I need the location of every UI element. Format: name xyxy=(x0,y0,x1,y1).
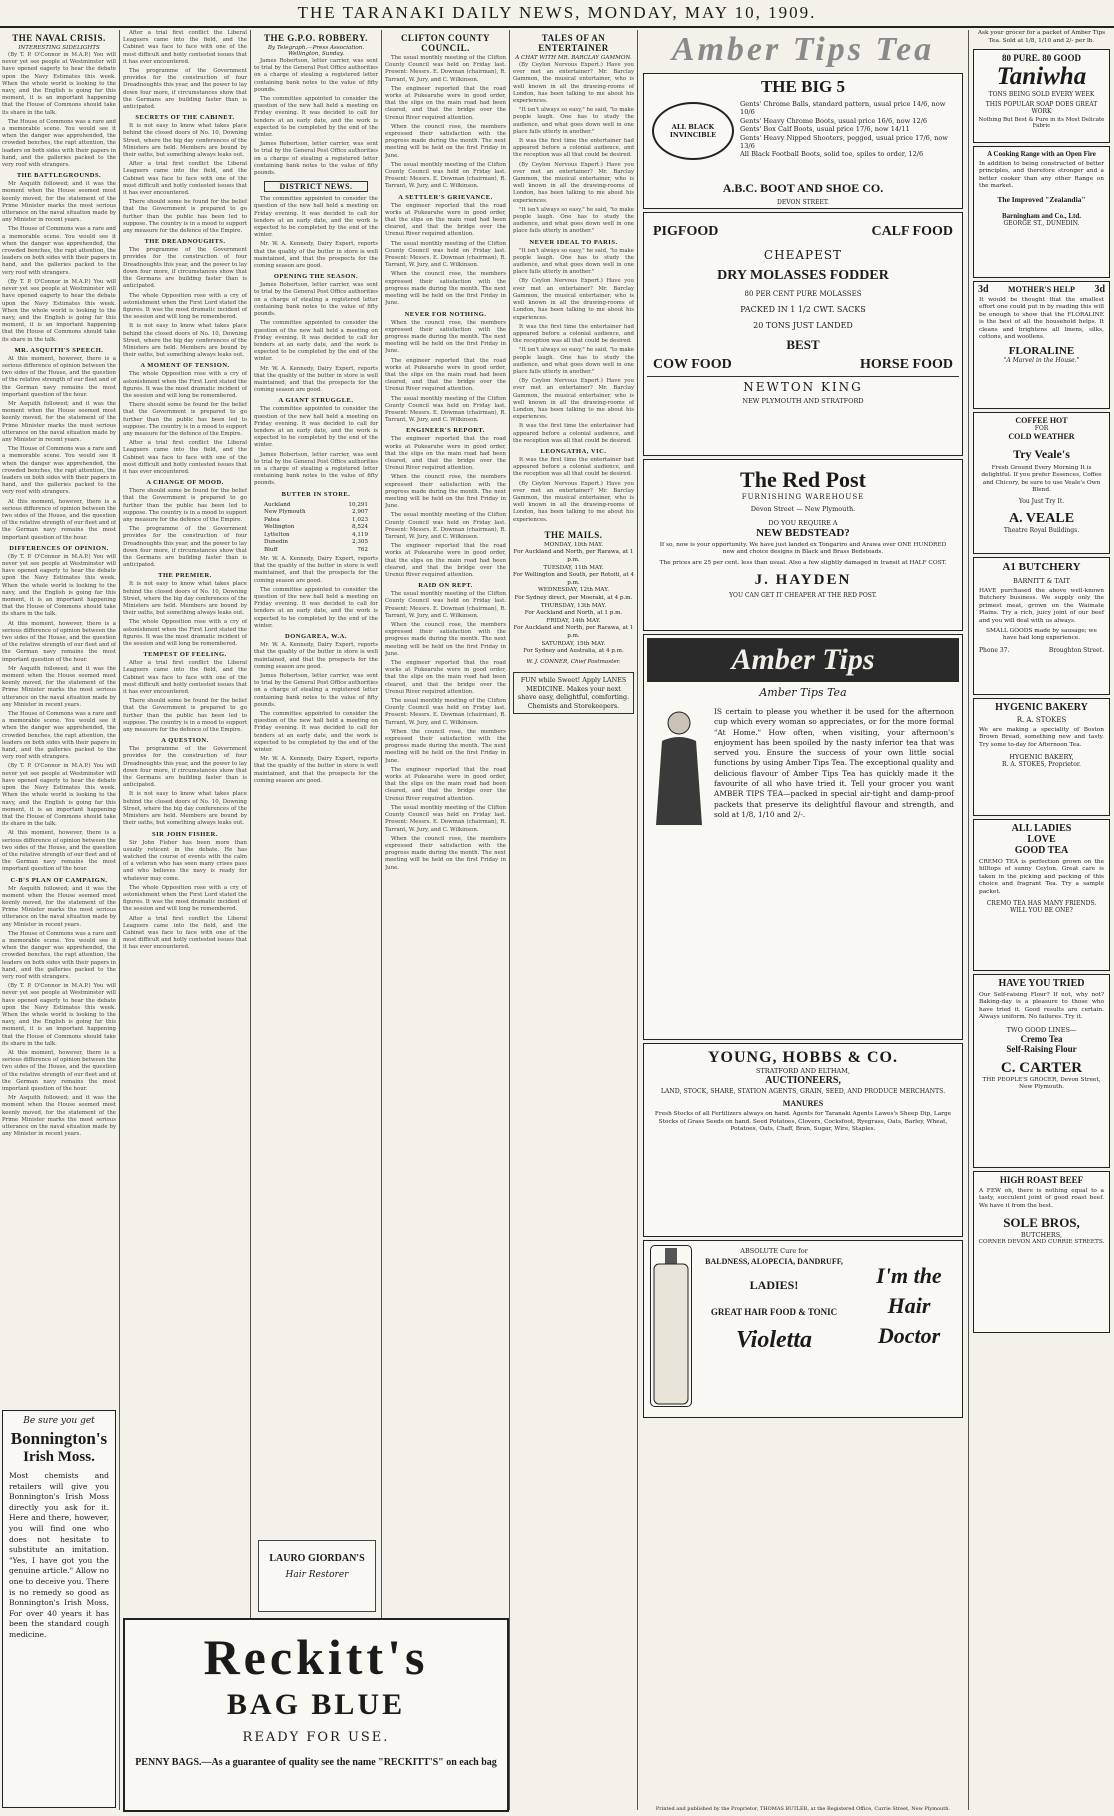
zealandia-label: The Improved "Zealandia" xyxy=(997,194,1086,204)
carter-flour: Self-Raising Flour xyxy=(1006,1043,1077,1054)
mails-list xyxy=(513,542,634,667)
list-item: For Auckland and North, at 1 p.m. xyxy=(524,610,623,617)
hair-doctor-slogan: I'm the Hair Doctor xyxy=(876,1263,942,1348)
table-row: Lyttelton 4,119 xyxy=(264,531,368,538)
best-label: BEST xyxy=(786,337,820,352)
carter-address: THE PEOPLE'S GROCER, Devon Street, New Plymouth. xyxy=(982,1076,1101,1091)
list-item: For Auckland and North, per Rarawa, at 1 p.m. xyxy=(513,625,634,639)
article-body: The usual monthly meeting of the Clifton County Council was held on Friday last. Present: Messrs. E. Dowman (chairman), R. Tarrant, W. Jury, and C. Wilkinson. The engineer reported that the road works at Pukearuhe were in good order, that the slips on the main road had been cleared, and that the bridge over the Urenui River required attention. When the council rose, the members expressed their satisfaction with the progress made during the month. The next meeting will be held on the first Friday in June. The usual monthly meeting of the Clifton County Council was held on Friday last. Present: Messrs. E. Dowman (chairman), R. Tarrant, W. Jury, and C. Wilkinson. xyxy=(385,55,506,190)
butchery-phone: Phone 37. xyxy=(979,646,1010,654)
abc-boot-title: A.B.C. BOOT AND SHOE CO. xyxy=(722,181,884,195)
article-body: "It isn't always so easy," he said, "to make people laugh. One has to study the audience, and what goes down well in one place fails utterly in another." (By Ceylon Nervous Expert.) Have you ever met an entertainer? Mr. Barclay Gammon, the musical entertainer, who is well known in all the drawing-rooms of London, has been talking to me about his experiences. It was the first time the entertainer had appeared before a colonial audience, and the reception was all that could be desired. "It isn't always so easy," he said, "to make people laugh. One has to study the audience, and what goes down well in one place fails utterly in another." (By Ceylon Nervous Expert.) Have you ever met an entertainer? Mr. Barclay Gammon, the musical entertainer, who is well known in all the drawing-rooms of London, has been talking to me about his experiences. It was the first time the entertainer had appeared before a colonial audience, and the reception was all that could be desired. xyxy=(513,247,634,444)
section-head: MR. ASQUITH'S SPEECH. xyxy=(14,346,104,354)
veale-address: Theatre Royal Buildings. xyxy=(1003,526,1080,534)
amber-tips-subtitle: Amber Tips Tea xyxy=(759,686,847,699)
violetta-ad xyxy=(643,1240,963,1418)
list-item: THURSDAY, 13th MAY. xyxy=(540,602,607,609)
article-body: The committee appointed to consider the question of the new hall held a meeting on Friday evening. It was decided to call for tenders at an early date, and the work is expected to be completed by the end of the winter. James Robertson, letter carrier, was sent to trial by the General Post Office authorities on a charge of stealing a registered letter containing bank notes to the value of fifty pounds. xyxy=(254,406,378,487)
section-head: A QUESTION. xyxy=(161,737,209,745)
masthead: THE TARANAKI DAILY NEWS, MONDAY, MAY 10, 1909. xyxy=(0,0,1114,28)
divider xyxy=(647,376,959,377)
range-heading: A Cooking Range with an Open Fire xyxy=(987,150,1096,158)
article-headline: THE G.P.O. ROBBERY. xyxy=(263,33,369,43)
cremo-friends: CREMO TEA HAS MANY FRIENDS. xyxy=(986,900,1097,908)
column-rule xyxy=(381,30,382,1810)
article-body: James Robertson, letter carrier, was sent to trial by the General Post Office authorities on a charge of stealing a registered letter containing bank notes to the value of fifty pounds. The committee appointed to consider the question of the new hall held a meeting on Friday evening. It was decided to call for tenders at an early date, and the work is expected to be completed by the end of the winter. Mr. W. A. Kennedy, Dairy Expert, reports that the quality of the butter in store is well maintained, and that the prospects for the coming season are good. xyxy=(254,282,378,394)
packed-label: PACKED IN 1 1/2 CWT. SACKS xyxy=(740,305,866,314)
list-item: Gents' Heavy Chrome Boots, usual price 16/6, now 12/6 xyxy=(740,116,928,125)
table-row: New Plymouth 2,907 xyxy=(264,509,368,516)
landed-label: 20 TONS JUST LANDED xyxy=(753,321,853,330)
yhc-location: STRATFORD AND ELTHAM, xyxy=(756,1067,850,1075)
veale-coffee-ad xyxy=(973,412,1110,554)
bakery-title-2: HYGENIC BAKERY, xyxy=(1009,753,1074,762)
taniwha-soap: THIS POPULAR SOAP DOES GREAT WORK xyxy=(985,101,1098,115)
article-body: The engineer reported that the road works at Pukearuhe were in good order, that the slips on the main road had been cleared, and that the bridge over the Urenui River required attention. The usual monthly meeting of the Clifton County Council was held on Friday last. Present: Messrs. E. Dowman (chairman), R. Tarrant, W. Jury, and C. Wilkinson. When the council rose, the members expressed their satisfaction with the progress made during the month. The next meeting will be held on the first Friday in June. xyxy=(385,202,506,307)
article-body: (By T. P. O'Connor in M.A.P.) You will never yet see people at Westminster will have opened eagerly to hear the debate upon the Navy Estimates this week. When the whole world is looking to the navy, and the English is going far this moment, it is an important happening that the House of Commons should take its share in the talk. At this moment, however, there is a serious difference of opinion between the two sides of the House, and the question of the relative strength of our fleet and of the German navy remains the most important question of the hour. Mr Asquith followed; and it was the moment when the House seemed most keenly moved, for the statement of the Prime Minister marks the most serious utterance on the naval situation made by any Minister in recent years. The House of Commons was a rare and a memorable scene. You would see it when the danger was apprehended, the crowded benches, the rapt attention, the leaders on both sides with their papers in hand, and the galleries packed to the very roof with strangers. (By T. P. O'Connor in M.A.P.) You will never yet see people at Westminster will have opened eagerly to hear the debate upon the Navy Estimates this week. When the whole world is looking to the navy, and the English is going far this moment, it is an important happening that the House of Commons should take its share in the talk. At this moment, however, there is a serious difference of opinion between the two sides of the House, and the question of the relative strength of our fleet and of the German navy remains the most important question of the hour. xyxy=(2,553,116,873)
list-item: TUESDAY, 11th MAY. xyxy=(543,564,604,571)
article-body: At this moment, however, there is a serious difference of opinion between the two sides of the House, and the question of the relative strength of our fleet and of the German navy remains the most important question of the hour. Mr Asquith followed; and it was the moment when the House seemed most keenly moved, for the statement of the Prime Minister marks the most serious utterance on the naval situation made by any Minister in recent years. The House of Commons was a rare and a memorable scene. You would see it when the danger was apprehended, the crowded benches, the rapt attention, the leaders on both sides with their papers in hand, and the galleries packed to the very roof with strangers. At this moment, however, there is a serious difference of opinion between the two sides of the House, and the question of the relative strength of our fleet and of the German navy remains the most important question of the hour. xyxy=(2,355,116,541)
column-naval-crisis xyxy=(2,30,116,1810)
coffee-heading: COFFEE HOT xyxy=(1015,416,1068,425)
article-body: The usual monthly meeting of the Clifton County Council was held on Friday last. Present: Messrs. E. Dowman (chairman), R. Tarrant, W. Jury, and C. Wilkinson. When the council rose, the members expressed their satisfaction with the progress made during the month. The next meeting will be held on the first Friday in June. The engineer reported that the road works at Pukearuhe were in good order, that the slips on the main road had been cleared, and that the bridge over the Urenui River required attention. The usual monthly meeting of the Clifton County Council was held on Friday last. Present: Messrs. E. Dowman (chairman), R. Tarrant, W. Jury, and C. Wilkinson. When the council rose, the members expressed their satisfaction with the progress made during the month. The next meeting will be held on the first Friday in June. The engineer reported that the road works at Pukearuhe were in good order, that the slips on the main road had been cleared, and that the bridge over the Urenui River required attention. The usual monthly meeting of the Clifton County Council was held on Friday last. Present: Messrs. E. Dowman (chairman), R. Tarrant, W. Jury, and C. Wilkinson. When the council rose, the members expressed their satisfaction with the progress made during the month. The next meeting will be held on the first Friday in June. xyxy=(385,591,506,871)
section-head: A GIANT STRUGGLE. xyxy=(278,397,354,405)
abc-address: DEVON STREET. xyxy=(777,199,829,206)
section-head: RAID ON REPT. xyxy=(418,582,473,590)
yhc-body: Fresh Stocks of all Fertilizers always on hand. Agents for Taranaki Agents Lawes's Sheep Dip, Large Stocks of Grass Seeds on hand. Seed Potatoes, Clovers, Cocksfoot, Ryegrass, Oats, Barley, Wheat, Potatoes, Oats, Chaff, Bran, Sugar, Wire, Staples. xyxy=(654,1111,952,1133)
floraline-slogan: "A Marvel in the House." xyxy=(1003,357,1080,365)
all-black-seal-icon xyxy=(652,102,734,160)
section-head: LEONGATHA, VIC. xyxy=(540,447,607,455)
butchery-street: Broughton Street. xyxy=(1048,646,1104,654)
yhc-title: YOUNG, HOBBS & CO. xyxy=(707,1049,898,1066)
section-head: DISTRICT NEWS. xyxy=(264,181,368,192)
article-headline: CLIFTON COUNTY COUNCIL. xyxy=(400,33,491,53)
bakery-proprietor: R. A. STOKES, Proprietor. xyxy=(1002,761,1081,769)
list-item: For Sydney direct, per Moeraki, at 4 p.m. xyxy=(514,594,633,601)
article-body: (By T. P. O'Connor in M.A.P.) You will never yet see people at Westminster will have opened eagerly to hear the debate upon the Navy Estimates this week. When the whole world is looking to the navy, and the English is going far this moment, it is an important happening that the House of Commons should take its share in the talk. The House of Commons was a rare and a memorable scene. You would see it when the danger was apprehended, the crowded benches, the rapt attention, the leaders on both sides with their papers in hand, and the galleries packed to the very roof with strangers. xyxy=(2,52,116,169)
violetta-line: GREAT HAIR FOOD & TONIC xyxy=(710,1307,838,1317)
butchery-body: HAVE purchased the above well-known Butchery business. We supply only the primest meat, grown on the Waimate Plains. Try a rich, juicy joint of our beef and you will deal with us always. xyxy=(979,588,1104,624)
column-rule xyxy=(250,30,251,1810)
postmaster-signature: W. J. CONNER, Chief Postmaster. xyxy=(526,658,621,665)
article-body: Mr. W. A. Kennedy, Dairy Expert, reports that the quality of the butter in store is well maintained, and that the prospects for the coming season are good. James Robertson, letter carrier, was sent to trial by the General Post Office authorities on a charge of stealing a registered letter containing bank notes to the value of fifty pounds. The committee appointed to consider the question of the new hall held a meeting on Friday evening. It was decided to call for tenders at an early date, and the work is expected to be completed by the end of the winter. Mr. W. A. Kennedy, Dairy Expert, reports that the quality of the butter in store is well maintained, and that the prospects for the coming season are good. xyxy=(254,642,378,784)
veale-try: Try Veale's xyxy=(1013,447,1070,461)
article-body: It is not easy to know what takes place behind the closed doors of No. 10, Downing Street, where the big day conferences of the Ministers are held. Members are bound by their oaths, but something always leaks out. The whole Opposition rose with a cry of astonishment when the First Lord stated the figures. It was the most dramatic incident of the session and will long be remembered. xyxy=(123,581,247,648)
violetta-line: LADIES! xyxy=(749,1278,799,1292)
section-head: BUTTER IN STORE. xyxy=(281,490,351,498)
section-head: THE PREMIER. xyxy=(158,572,212,580)
sole-bros-address: CORNER DEVON AND CURRIE STREETS. xyxy=(978,1239,1105,1246)
red-post-ad xyxy=(643,459,963,631)
list-item: Gents' Heavy Nipped Shooters, pegged, usual price 17/6, now 13/6 xyxy=(740,133,948,151)
section-head: NEVER FOR NOTHING. xyxy=(404,310,487,318)
mails-heading: THE MAILS. xyxy=(544,529,603,540)
column-small-ads xyxy=(971,30,1112,1810)
roast-heading: HIGH ROAST BEEF xyxy=(999,1175,1084,1185)
pigfood-label: PIGFOOD xyxy=(653,224,719,239)
list-item: FRIDAY, 14th MAY. xyxy=(546,617,601,624)
ad-product: Hair Restorer xyxy=(285,1570,349,1580)
list-item: For Sydney and Australia, at 4 p.m. xyxy=(523,648,624,655)
feed-row xyxy=(647,216,959,240)
section-head: ENGINEER'S REPORT. xyxy=(406,427,485,435)
list-item: All Black Football Boots, solid toe, spiles to order, 12/6 xyxy=(740,150,924,159)
big5-ad xyxy=(643,73,963,209)
taniwha-soap2: Nothing But Best & Pure in its Most Delicate Fabric xyxy=(978,117,1105,129)
article-body: The programme of the Government provides for the construction of four Dreadnoughts this year, and the power to lay down four more, if circumstances show that the Germans are building faster than is anticipated. It is not easy to know what takes place behind the closed doors of No. 10, Downing Street, where the big day conferences of the Ministers are held. Members are bound by their oaths, but something always leaks out. xyxy=(123,746,247,827)
list-item: For Auckland and North, per Rarawa, at 1 p.m. xyxy=(513,549,634,563)
range-address: GEORGE ST., DUNEDIN. xyxy=(1003,219,1080,227)
list-item: SATURDAY, 15th MAY. xyxy=(541,640,606,647)
sole-bros-trade: BUTCHERS, xyxy=(1020,1231,1063,1240)
article-headline: TALES OF AN ENTERTAINER xyxy=(538,33,609,53)
yhc-auctioneers: AUCTIONEERS, xyxy=(765,1075,841,1086)
amber-tips-ad xyxy=(643,634,963,1040)
red-post-title: The Red Post xyxy=(740,467,866,492)
red-post-slogan: YOU CAN GET IT CHEAPER AT THE RED POST. xyxy=(729,592,877,600)
table-row: Bluff 762 xyxy=(264,546,368,553)
carter-lines: TWO GOOD LINES— xyxy=(1006,1025,1077,1034)
seal-text: ALL BLACK INVINCIBLE xyxy=(669,123,717,139)
butchery-small: SMALL GOODS made by sausage; we have had long experience. xyxy=(986,628,1097,642)
section-head: NEVER IDEAL TO PARIS. xyxy=(529,238,618,246)
article-body: Mr Asquith followed; and it was the moment when the House seemed most keenly moved, for the statement of the Prime Minister marks the most serious utterance on the naval situation made by any Minister in recent years. The House of Commons was a rare and a memorable scene. You would see it when the danger was apprehended, the crowded benches, the rapt attention, the leaders on both sides with their papers in hand, and the galleries packed to the very roof with strangers. (By T. P. O'Connor in M.A.P.) You will never yet see people at Westminster will have opened eagerly to hear the debate upon the Navy Estimates this week. When the whole world is looking to the navy, and the English is going far this moment, it is an important happening that the House of Commons should take its share in the talk. xyxy=(2,181,116,343)
ad-brand: Bonnington's xyxy=(10,1429,108,1448)
ad-tagline: Be sure you get xyxy=(23,1416,95,1426)
butchery-owners: BARNITT & TAIT xyxy=(1013,577,1070,585)
column-gpo-robbery xyxy=(254,30,378,1590)
sole-bros-name: SOLE BROS, xyxy=(1003,1215,1080,1231)
article-body: There should some be found for the belief that the Government is prepared to go further than the public has been led to suppose. The country is in a mood to support any measure for the defence of the Empire. The programme of the Government provides for the construction of four Dreadnoughts this year, and the power to lay down four more, if circumstances show that the Germans are building faster than is anticipated. xyxy=(123,488,247,569)
yhc-services: LAND, STOCK, SHARE, STATION AGENTS, GRAIN, SEED, AND PRODUCE MERCHANTS. xyxy=(660,1088,946,1095)
article-body: The engineer reported that the road works at Pukearuhe were in good order, that the slips on the main road had been cleared, and that the bridge over the Urenui River required attention. When the council rose, the members expressed their satisfaction with the progress made during the month. The next meeting will be held on the first Friday in June. The usual monthly meeting of the Clifton County Council was held on Friday last. Present: Messrs. E. Dowman (chairman), R. Tarrant, W. Jury, and C. Wilkinson. The engineer reported that the road works at Pukearuhe were in good order, that the slips on the main road had been cleared, and that the bridge over the Urenui River required attention. xyxy=(385,436,506,578)
cremo-heading: LOVE xyxy=(1027,834,1056,845)
newton-king-ad xyxy=(643,212,963,456)
hayden-name: J. HAYDEN xyxy=(754,572,852,589)
violetta-text xyxy=(696,1247,852,1354)
lanes-medicine-ad: FUN while Sweet! Apply LANES MEDICINE. Makes your next shave easy, delightful, comforting. Chemists and Storekeepers. xyxy=(513,672,634,714)
coffee-heading: COLD WEATHER xyxy=(1008,432,1075,441)
feed-row-2 xyxy=(647,353,959,373)
price-3d: 3d xyxy=(1094,284,1105,295)
article-body: It was the first time the entertainer had appeared before a colonial audience, and the reception was all that could be desired. (By Ceylon Nervous Expert.) Have you ever met an entertainer? Mr. Barclay Gammon, the musical entertainer, who is well known in all the drawing-rooms of London, has been talking to me about his experiences. xyxy=(513,456,634,523)
mothers-help-title: MOTHER'S HELP xyxy=(1008,285,1075,294)
article-body: (By Ceylon Nervous Expert.) Have you ever met an entertainer? Mr. Barclay Gammon, the musical entertainer, who is well known in all the drawing-rooms of London, has been talking to me about his experiences. "It isn't always so easy," he said, "to make people laugh. One has to study the audience, and what goes down well in one place fails utterly in another." It was the first time the entertainer had appeared before a colonial audience, and the reception was all that could be desired. (By Ceylon Nervous Expert.) Have you ever met an entertainer? Mr. Barclay Gammon, the musical entertainer, who is well known in all the drawing-rooms of London, has been talking to me about his experiences. "It isn't always so easy," he said, "to make people laugh. One has to study the audience, and what goes down well in one place fails utterly in another." xyxy=(513,62,634,235)
section-head: THE DREADNOUGHTS. xyxy=(144,238,226,246)
article-body: After a trial first conflict the Liberal Leaguers came into the field, and the Cabinet was face to face with one of the most difficult and hotly contested issues that it has ever encountered. The programme of the Government provides for the construction of four Dreadnoughts this year, and the power to lay down four more, if circumstances show that the Germans are building faster than is anticipated. xyxy=(123,30,247,111)
bedstead-question: DO YOU REQUIRE A xyxy=(768,519,838,527)
yhc-manures: MANURES xyxy=(782,1099,824,1108)
price-3d: 3d xyxy=(978,284,989,295)
cheapest-label: CHEAPEST xyxy=(763,248,843,262)
hair-bottle-icon xyxy=(650,1245,692,1407)
veale-name: A. VEALE xyxy=(1008,510,1075,526)
taniwha-ad xyxy=(973,49,1110,143)
bonnington-ad xyxy=(2,1410,116,1808)
imprint-footer: Printed and published by the Proprietor, THOMAS BUTLER, at the Registered Office, Currie Street, New Plymouth. xyxy=(655,1806,951,1812)
reckitts-brand: Reckitt's xyxy=(203,1629,429,1685)
carter-heading: HAVE YOU TRIED xyxy=(998,978,1085,989)
article-body: After a trial first conflict the Liberal Leaguers came into the field, and the Cabinet was face to face with one of the most difficult and hotly contested issues that it has ever encountered. There should some be found for the belief that the Government is prepared to go further than the public has been led to suppose. The country is in a mood to support any measure for the defence of the Empire. xyxy=(123,660,247,734)
bedstead-body: If so, now is your opportunity. We have just landed ex Tongariro and Arawa over ONE HUNDRED new and choice designs in Black and Brass Bedsteads. xyxy=(659,542,947,556)
article-body: The whole Opposition rose with a cry of astonishment when the First Lord stated the figures. It was the most dramatic incident of the session and will long be remembered. There should some be found for the belief that the Government is prepared to go further than the public has been led to suppose. The country is in a mood to support any measure for the defence of the Empire. After a trial first conflict the Liberal Leaguers came into the field, and the Cabinet was face to face with one of the most difficult and hotly contested issues that it has ever encountered. xyxy=(123,371,247,475)
section-head: C-B'S PLAN OF CAMPAIGN. xyxy=(10,876,108,884)
article-body: The programme of the Government provides for the construction of four Dreadnoughts this year, and the power to lay down four more, if circumstances show that the Germans are building faster than is anticipated. The whole Opposition rose with a cry of astonishment when the First Lord stated the figures. It was the most dramatic incident of the session and will long be remembered. It is not easy to know what takes place behind the closed doors of No. 10, Downing Street, where the big day conferences of the Ministers are held. Members are bound by their oaths, but something always leaks out. xyxy=(123,247,247,359)
mothers-help-ad xyxy=(973,281,1110,409)
column-entertainer xyxy=(513,30,634,1810)
list-item: WEDNESDAY, 12th MAY. xyxy=(538,587,609,594)
reckitts-ad xyxy=(123,1618,509,1812)
list-item: For Wellington and South, per Rotoiti, at 4 p.m. xyxy=(513,572,634,586)
lady-illustration-icon xyxy=(650,707,708,827)
section-head: THE BATTLEGROUNDS. xyxy=(16,172,102,180)
penny-bags-note: PENNY BAGS.—As a guarantee of quality see the name "RECKITT'S" on each bag xyxy=(135,1757,497,1768)
list-item: Gents' Chrome Balls, standard pattern, usual price 14/6, now 10/6 xyxy=(740,100,946,117)
ad-brand: LAURO GIORDAN'S xyxy=(269,1553,365,1564)
red-post-sub: FURNISHING WAREHOUSE xyxy=(741,493,865,501)
bag-blue-label: BAG BLUE xyxy=(226,1688,406,1721)
article-body: The committee appointed to consider the question of the new hall held a meeting on Friday evening. It was decided to call for tenders at an early date, and the work is expected to be completed by the end of the winter. Mr. W. A. Kennedy, Dairy Expert, reports that the quality of the butter in store is well maintained, and that the prospects for the coming season are good. xyxy=(254,196,378,270)
article-body: Sir John Fisher has been more than usually reticent in the debate. He has watched the course of events with the calm of a veteran who has seen many crises pass and who believes the navy is ready for whatever may come. The whole Opposition rose with a cry of astonishment when the First Lord stated the figures. It was the most dramatic incident of the session and will long be remembered. After a trial first conflict the Liberal Leaguers came into the field, and the Cabinet was face to face with one of the most difficult and hotly contested issues that it has ever encountered. xyxy=(123,839,247,951)
butchery-ad xyxy=(973,557,1110,695)
carter-name: C. CARTER xyxy=(1000,1059,1083,1076)
section-head: SECRETS OF THE CABINET. xyxy=(135,114,235,122)
article-body: James Robertson, letter carrier, was sent to trial by the General Post Office authorities on a charge of stealing a registered letter containing bank notes to the value of fifty pounds. The committee appointed to consider the question of the new hall held a meeting on Friday evening. It was decided to call for tenders at an early date, and the work is expected to be completed by the end of the winter. James Robertson, letter carrier, was sent to trial by the General Post Office authorities on a charge of stealing a registered letter containing bank notes to the value of fifty pounds. xyxy=(254,58,378,177)
table-row: Auckland 10,291 xyxy=(264,501,368,508)
calffood-label: CALF FOOD xyxy=(871,224,953,239)
section-head: TEMPEST OF FEELING. xyxy=(143,651,227,659)
taniwha-brand: Taniwha xyxy=(996,63,1087,90)
violetta-brand: Violetta xyxy=(735,1327,812,1353)
ready-label: READY FOR USE. xyxy=(242,1730,390,1745)
big5-list xyxy=(740,100,960,159)
molasses-label: DRY MOLASSES FODDER xyxy=(717,268,889,283)
bedstead-heading: NEW BEDSTEAD? xyxy=(756,527,850,539)
article-body: Mr. W. A. Kennedy, Dairy Expert, reports that the quality of the butter in store is well maintained, and that the prospects for the coming season are good. The committee appointed to consider the question of the new hall held a meeting on Friday evening. It was decided to call for tenders at an early date, and the work is expected to be completed by the end of the winter. xyxy=(254,556,378,629)
big5-heading: THE BIG 5 xyxy=(760,77,846,96)
newton-king-places: NEW PLYMOUTH AND STRATFORD xyxy=(742,397,864,405)
article-body: Mr Asquith followed; and it was the moment when the House seemed most keenly moved, for the statement of the Prime Minister marks the most serious utterance on the naval situation made by any Minister in recent years. The House of Commons was a rare and a memorable scene. You would see it when the danger was apprehended, the crowded benches, the rapt attention, the leaders on both sides with their papers in hand, and the galleries packed to the very roof with strangers. (By T. P. O'Connor in M.A.P.) You will never yet see people at Westminster will have opened eagerly to hear the debate upon the Navy Estimates this week. When the whole world is looking to the navy, and the English is going far this moment, it is an important happening that the House of Commons should take its share in the talk. At this moment, however, there is a serious difference of opinion between the two sides of the House, and the question of the relative strength of our fleet and of the German navy remains the most important question of the hour. Mr Asquith followed; and it was the moment when the House seemed most keenly moved, for the statement of the Prime Minister marks the most serious utterance on the naval situation made by any Minister in recent years. xyxy=(2,885,116,1138)
bedstead-price: The prices are 25 per cent. less than usual. Also a few slightly damaged in transit at HALF COST. xyxy=(659,559,947,566)
table-row: Wellington 8,524 xyxy=(264,524,368,531)
column-naval-continued xyxy=(123,30,247,1810)
hair-restorer-ad xyxy=(258,1540,376,1612)
butchery-title: A1 BUTCHERY xyxy=(1002,561,1081,573)
column-rule xyxy=(637,30,638,1810)
list-item: MONDAY, 10th MAY. xyxy=(543,541,604,548)
column-rule xyxy=(509,30,510,1810)
taniwha-tagline: 80 PURE. 80 GOOD xyxy=(1001,53,1081,63)
column-rule xyxy=(968,30,969,1810)
article-subhead: INTERESTING SIDELIGHTS xyxy=(18,45,100,51)
bakery-ad xyxy=(973,698,1110,816)
amber-tips-banner: Amber Tips Tea xyxy=(671,31,935,68)
horsefood-label: HORSE FOOD xyxy=(860,357,953,372)
amber-tips-note: Ask your grocer for a packet of Amber Tips Tea. Sold at 1/8, 1/10 and 2/- per lb. xyxy=(977,30,1106,44)
red-post-address: Devon Street — New Plymouth. xyxy=(750,505,856,513)
veale-try2: You Just Try It. xyxy=(1018,497,1065,505)
ad-product: Irish Moss. xyxy=(23,1449,95,1465)
roast-body: A FEW oh, there is nothing equal to a tasty, succulent joint of good roast beef. We have it from the best. xyxy=(979,1188,1104,1209)
taniwha-sub: TONS BEING SOLD EVERY WEEK xyxy=(988,91,1095,98)
amber-tips-title: Amber Tips xyxy=(647,638,959,682)
newton-king-name: NEWTON KING xyxy=(743,380,863,394)
range-body: In addition to being constructed of better principles, and therefore stronger and a better cooker than any other Range on the market. xyxy=(979,161,1104,190)
amber-tips-body: IS certain to please you whether it be used for the afternoon cup which every woman so appreciates, or for the more formal "At Home." How often, when visiting, your afternoon's enjoyment has been spoiled by the nasty inferior tea that was served you. Ensure the success of your own little social functions by using Amber Tips Tea. The exceptional quality and delicious flavour of Amber Tips Tea has quickly made it the favourite of all who have tried it. Tell your grocer you want AMBER TIPS TEA—packed in special air-tight and damp-proof packets that preserve its delightful flavour and strength, and sold at 1/8, 1/10 and 2/-. xyxy=(714,707,954,819)
column-advertisements xyxy=(641,30,965,1810)
bakery-body: We are making a speciality of Boston Brown Bread, something new and tasty. Try some to-day for Afternoon Tea. xyxy=(979,727,1104,748)
cremo-heading: ALL LADIES xyxy=(1011,823,1072,834)
article-headline: THE NAVAL CRISIS. xyxy=(12,33,106,43)
range-ad xyxy=(973,146,1110,278)
column-rule xyxy=(119,30,120,1810)
butter-table xyxy=(254,500,378,557)
section-head: DIFFERENCES OF OPINION. xyxy=(9,544,109,552)
section-head: DONGAREA, W.A. xyxy=(285,633,347,641)
column-clifton-council xyxy=(385,30,506,1810)
carter-body: Our Self-raising Flour? If not, why not? Baking-day is a pleasure to those who have tried it. Good results are certain. Always uniform. No failures. Try it. xyxy=(979,992,1104,1021)
table-row: Dunedin 2,305 xyxy=(264,539,368,546)
section-head: A MOMENT OF TENSION. xyxy=(140,362,230,370)
floraline-brand: FLORALINE xyxy=(1008,345,1075,358)
cremo-question: WILL YOU BE ONE? xyxy=(1010,907,1073,915)
section-head: A CHANGE OF MOOD. xyxy=(146,479,224,487)
article-subhead: A CHAT WITH MR. BARCLAY GAMMON. xyxy=(515,55,632,61)
carter-cremo: Cremo Tea xyxy=(1020,1033,1063,1044)
sole-bros-ad xyxy=(973,1171,1110,1333)
violetta-line: ABSOLUTE Cure for xyxy=(740,1247,808,1255)
mothers-help-body: It would be thought that the smallest effort one could put in by reading this will be enough to show that the FLORALINE is the best of all the household helps. It cleans and brightens all linens, silks, cottons, and woollens. xyxy=(979,297,1104,341)
table-row: Patea 1,023 xyxy=(264,516,368,523)
cremo-heading: GOOD TEA xyxy=(1014,845,1069,856)
cowfood-label: COW FOOD xyxy=(653,357,732,372)
list-item: Gents' Box Calf Boots, usual price 17/6, now 14/11 xyxy=(740,125,910,134)
bakery-owner: R. A. STOKES xyxy=(1016,716,1067,724)
section-head: SIR JOHN FISHER. xyxy=(152,830,218,838)
carter-ad xyxy=(973,974,1110,1168)
violetta-line: BALDNESS, ALOPECIA, DANDRUFF, xyxy=(705,1257,843,1266)
veale-body: Fresh Ground Every Morning It is delightful. If you prefer Essences, Coffee and Chicory, be sure to use Veale's Own Blend. xyxy=(981,465,1102,494)
article-body: When the council rose, the members expressed their satisfaction with the progress made during the month. The next meeting will be held on the first Friday in June. The engineer reported that the road works at Pukearuhe were in good order, that the slips on the main road had been cleared, and that the bridge over the Urenui River required attention. The usual monthly meeting of the Clifton County Council was held on Friday last. Present: Messrs. E. Dowman (chairman), R. Tarrant, W. Jury, and C. Wilkinson. xyxy=(385,319,506,424)
cremo-body: CREMO TEA is perfection grown on the hilltops of sunny Ceylon. Great care is taken in the picking and packing of this choice and fragrant Tea. Try a sample packet. xyxy=(979,859,1104,895)
bakery-title: HYGENIC BAKERY xyxy=(995,702,1088,713)
butchery-contact xyxy=(979,647,1104,654)
ad-body: Most chemists and retailers will give you Bonnington's Irish Moss directly you ask for it. Here and there, however, you will find one who does not hesitate to substitute an imitation. "Yes, I have got you the genuine article." Allow no one to deceive you. There is no remedy so good as Bonnington's Irish Moss. For over 40 years it has been the standard cough medicine. xyxy=(9,1471,109,1639)
cremo-ad xyxy=(973,819,1110,971)
section-head: A SETTLER'S GRIEVANCE. xyxy=(398,193,493,201)
pure-label: 80 PER CENT PURE MOLASSES xyxy=(744,290,862,298)
section-head: OPENING THE SEASON. xyxy=(273,273,359,281)
young-hobbs-ad xyxy=(643,1043,963,1237)
article-dateline: By Telegraph.—Press Association. Wellington, Sunday. xyxy=(267,45,365,57)
coffee-heading: FOR xyxy=(1034,425,1049,432)
article-body: It is not easy to know what takes place behind the closed doors of No. 10, Downing Street, where the big day conferences of the Ministers are held. Members are bound by their oaths, but something always leaks out. After a trial first conflict the Liberal Leaguers came into the field, and the Cabinet was face to face with one of the most difficult and hotly contested issues that it has ever encountered. There should some be found for the belief that the Government is prepared to go further than the public has been led to suppose. The country is in a mood to support any measure for the defence of the Empire. xyxy=(123,123,247,235)
range-maker: Barningham and Co., Ltd. xyxy=(1002,211,1081,220)
